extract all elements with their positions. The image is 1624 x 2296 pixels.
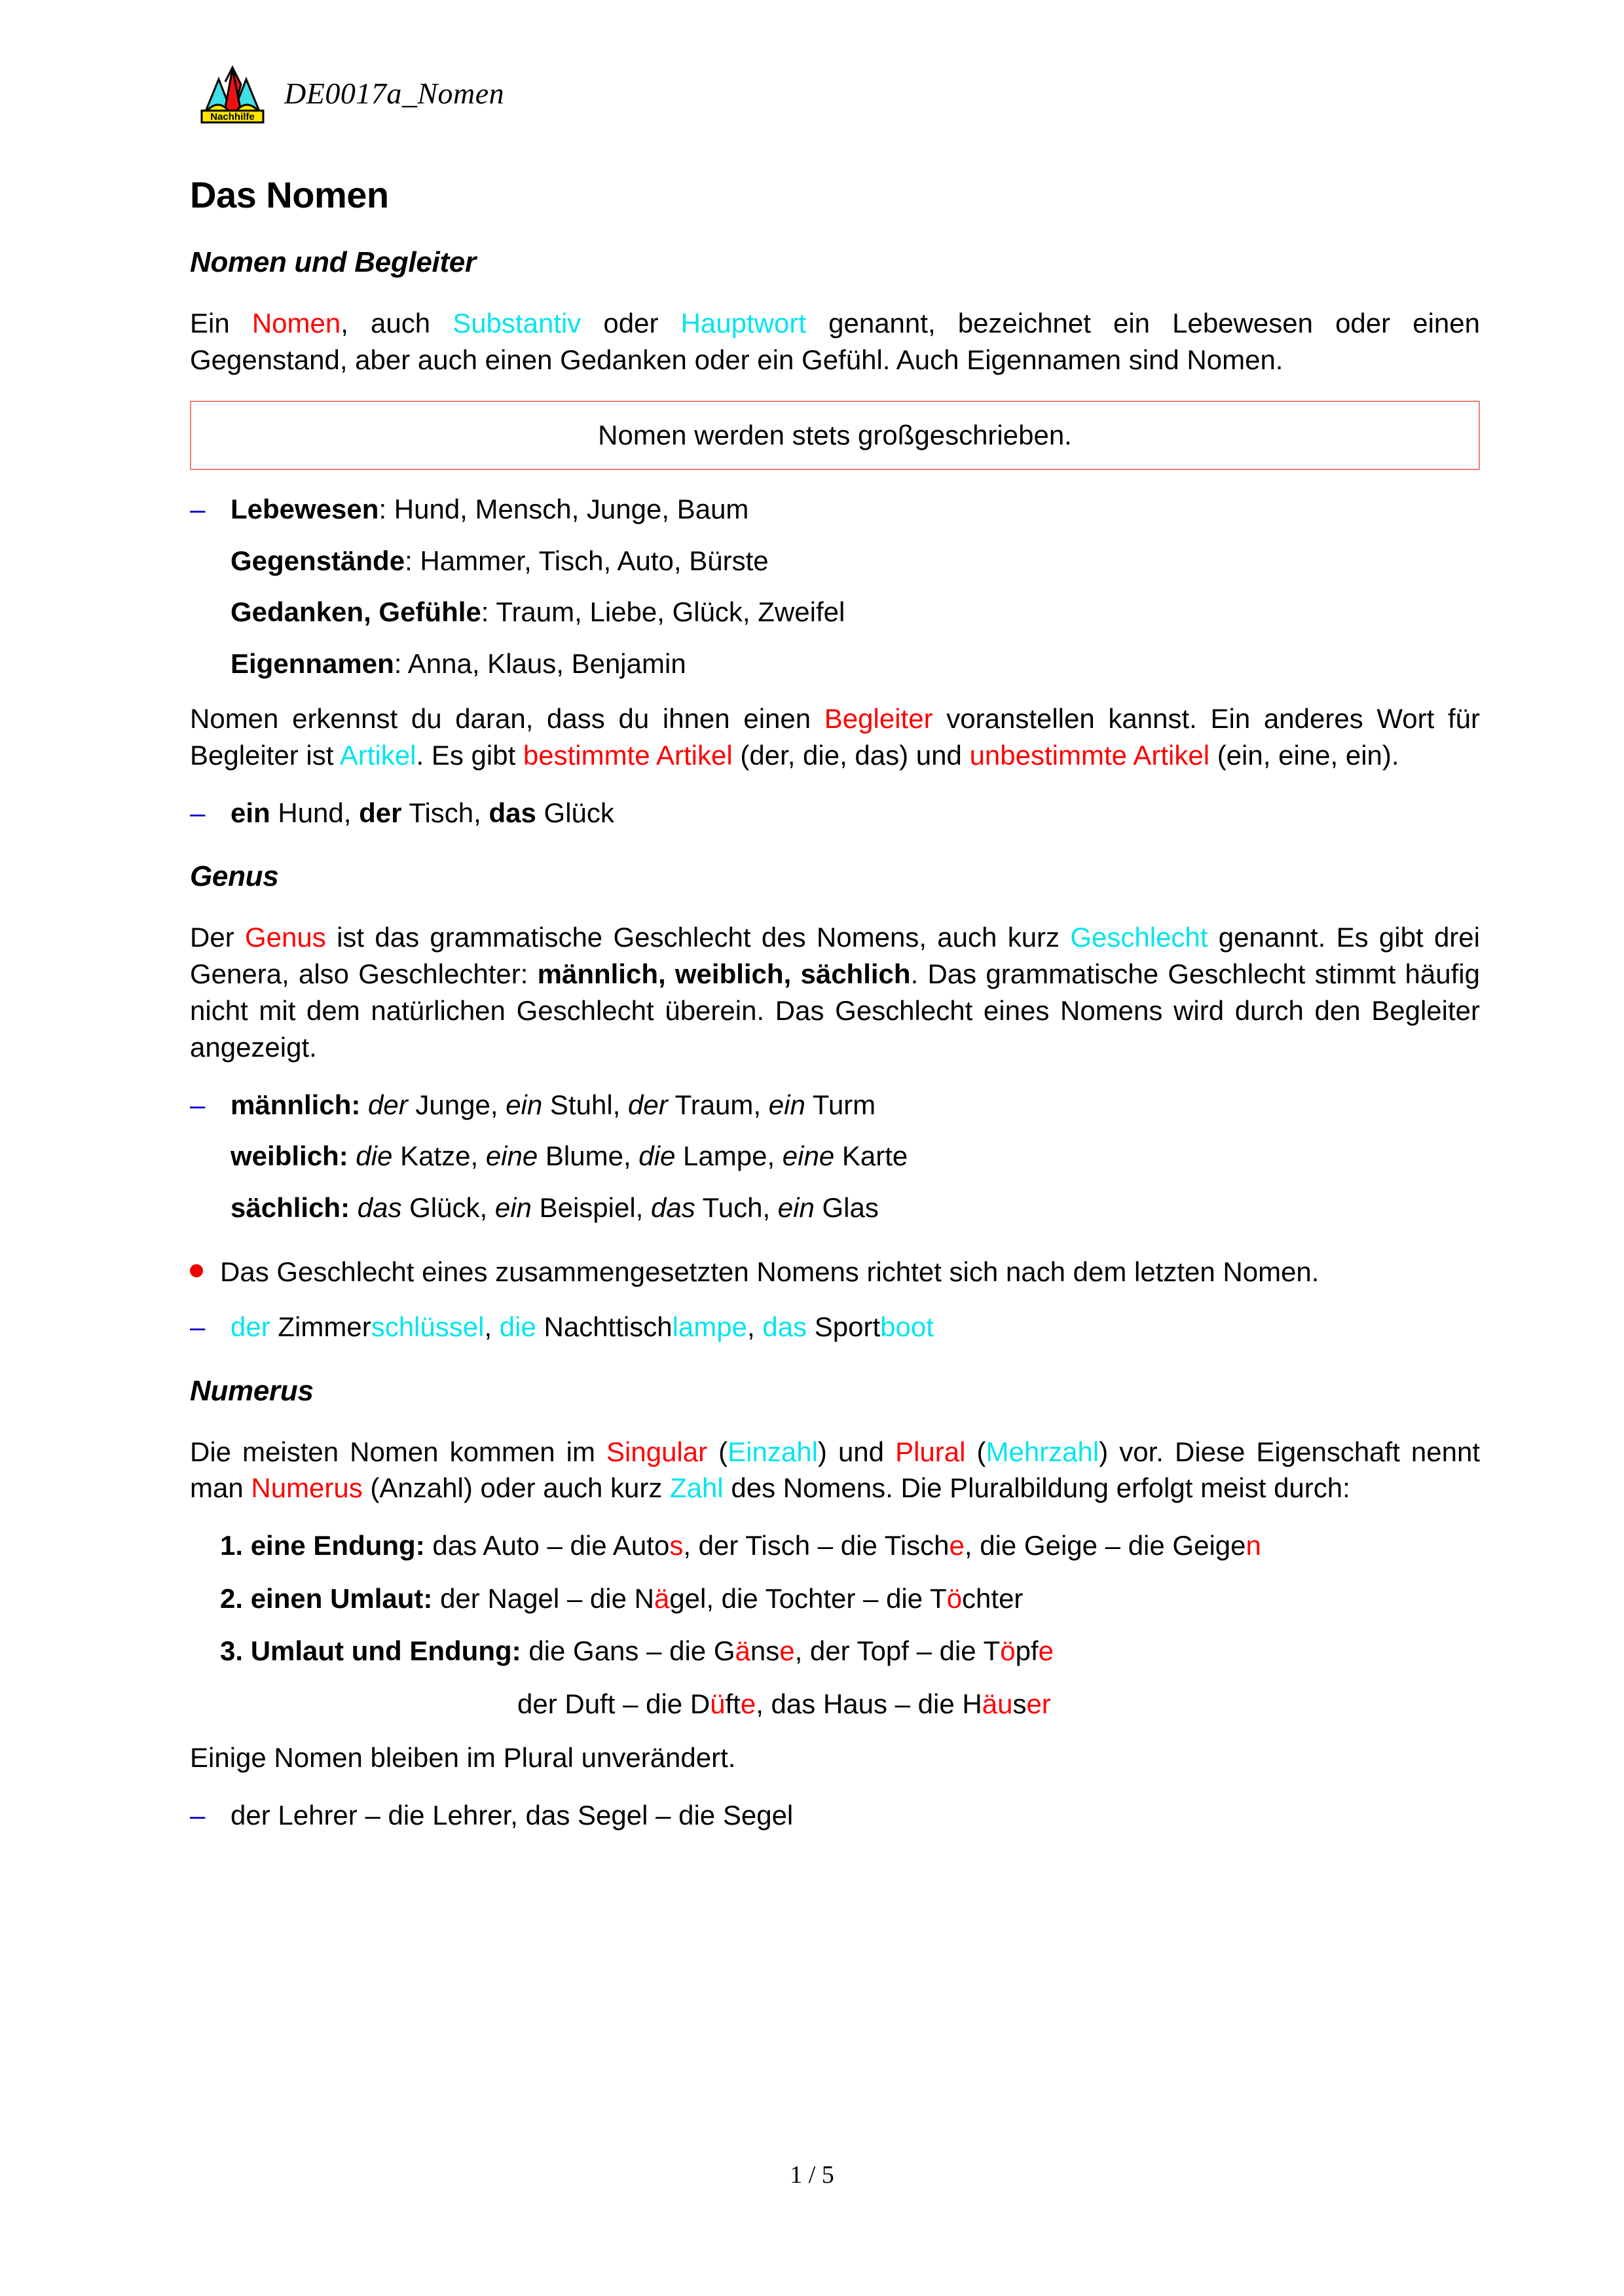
article-word: ein	[777, 1192, 815, 1223]
article-example-list	[190, 796, 1480, 831]
article-word: ein	[768, 1089, 805, 1120]
rule-number: 3.	[220, 1635, 251, 1667]
rule-example-highlight: e	[740, 1688, 756, 1719]
term-unbestimmte-artikel: unbestimmte Artikel	[969, 739, 1210, 771]
term-plural: Plural	[895, 1436, 966, 1467]
numerus-text-1: Die meisten Nomen kommen im	[190, 1436, 607, 1467]
list-item-text	[231, 1310, 1480, 1345]
numerus-text-5: ) vor. Diese Eigenschaft nennt man	[190, 1436, 1481, 1504]
dash-bullet-placeholder	[190, 544, 231, 579]
begleiter-text-2: voranstellen kannst. Ein anderes Wort für Begleiter ist	[190, 703, 1480, 771]
dash-bullet-placeholder	[190, 595, 231, 630]
term-genus: Genus	[245, 922, 326, 953]
intro-text-1: Ein	[190, 308, 252, 338]
compound-example-list	[190, 1310, 1480, 1345]
rule-example-highlight: e	[949, 1530, 965, 1561]
noun-word: Tisch,	[401, 797, 489, 828]
compound-second-part: lampe	[672, 1311, 747, 1343]
rule-example-text: s	[1012, 1688, 1027, 1719]
rule-number: 2.	[220, 1582, 251, 1614]
article-word: das	[357, 1192, 402, 1223]
category-value: : Anna, Klaus, Benjamin	[394, 647, 686, 679]
dash-bullet-icon: –	[190, 1800, 206, 1831]
rule-example-highlight: e	[1038, 1635, 1054, 1667]
rule-example-text: der Nagel – die N	[440, 1582, 654, 1614]
section-heading-genus: Genus	[190, 860, 279, 893]
list-item-continuation	[517, 1687, 1480, 1722]
rule-example-text: pf	[1015, 1635, 1039, 1667]
article-word: ein	[231, 797, 270, 828]
numerus-paragraph	[190, 1434, 1480, 1507]
callout-text: Nomen werden stets großgeschrieben.	[598, 419, 1072, 450]
article-word: eine	[782, 1140, 835, 1172]
dash-bullet-icon: –	[190, 494, 206, 525]
article-word: der	[231, 1311, 270, 1343]
noun-word: Blume,	[538, 1140, 639, 1172]
term-geschlecht: Geschlecht	[1070, 922, 1208, 953]
article-word: die	[356, 1140, 393, 1172]
begleiter-text-4: (der, die, das) und	[732, 739, 970, 771]
term-bestimmte-artikel: bestimmte Artikel	[523, 739, 733, 771]
list-item	[190, 647, 1480, 682]
genus-text-2: ist das grammatische Geschlecht des Nomens, auch kurz	[325, 922, 1071, 953]
rule-example-text: das Auto – die Auto	[432, 1530, 670, 1561]
category-label: Gegenstände	[231, 545, 405, 576]
rule-example-text: , das Haus – die H	[756, 1688, 982, 1719]
numerus-text-3: ) und	[817, 1436, 896, 1467]
numerus-text-6: (Anzahl) oder auch kurz	[362, 1472, 670, 1504]
category-label: Lebewesen	[231, 494, 379, 525]
list-item	[220, 1529, 1480, 1563]
noun-word: Junge,	[407, 1089, 506, 1120]
noun-word: Hund,	[270, 797, 360, 828]
rule-example-text: ft	[725, 1688, 741, 1719]
intro-paragraph	[190, 305, 1480, 378]
rule-colon: :	[511, 1635, 529, 1667]
list-item-text	[231, 647, 1480, 682]
list-item-text	[231, 1191, 1480, 1226]
gender-label: sächlich:	[231, 1192, 358, 1223]
rule-example-text: , der Topf – die T	[794, 1635, 1001, 1667]
rule-example-text: , der Tisch – die Tisch	[683, 1530, 950, 1561]
document-content	[190, 173, 1480, 1853]
list-item	[220, 1634, 1480, 1669]
rule-colon: :	[415, 1530, 433, 1561]
genus-text-3: genannt. Es gibt drei Genera, also Geschlechter:	[190, 922, 1480, 990]
rule-example-highlight: äu	[982, 1688, 1013, 1719]
dash-bullet-placeholder	[190, 1139, 231, 1174]
noun-word: Glas	[814, 1192, 879, 1223]
dash-bullet-icon: –	[190, 797, 206, 828]
intro-text-3: oder	[581, 308, 681, 338]
genus-text-1: Der	[190, 922, 245, 953]
rule-example-highlight: ä	[654, 1582, 670, 1614]
article-word: eine	[485, 1140, 538, 1172]
plural-rules-list	[190, 1529, 1480, 1721]
unchanged-plural-paragraph: Einige Nomen bleiben im Plural unverändert.	[190, 1742, 736, 1774]
page-footer	[0, 2160, 1624, 2189]
rule-colon: :	[423, 1582, 441, 1614]
article-word: ein	[494, 1192, 532, 1223]
noun-word: Stuhl,	[542, 1089, 628, 1120]
intro-text-2: , auch	[341, 308, 453, 338]
unchanged-plural-example-list	[190, 1798, 1480, 1833]
genus-paragraph	[190, 919, 1480, 1065]
begleiter-text-1: Nomen erkennst du daran, dass du ihnen einen	[190, 703, 824, 735]
page-title: Das Nomen	[190, 174, 389, 215]
genus-text-4: . Das grammatische Geschlecht stimmt häufig nicht mit dem natürlichen Geschlecht überein. Das Geschlecht eines Nomens wird durch den Begleiter angezeigt.	[190, 958, 1480, 1063]
rule-example-highlight: ö	[1000, 1635, 1016, 1667]
list-item	[190, 1798, 1480, 1833]
rule-example-text: der Duft – die D	[517, 1688, 710, 1719]
callout-box	[190, 401, 1480, 470]
term-numerus: Numerus	[251, 1472, 363, 1504]
category-value: : Traum, Liebe, Glück, Zweifel	[481, 596, 845, 628]
category-label: Eigennamen	[231, 647, 394, 679]
gender-example-list	[190, 1088, 1480, 1226]
term-mehrzahl: Mehrzahl	[986, 1436, 1099, 1467]
article-word: der	[368, 1089, 408, 1120]
noun-word: Katze,	[392, 1140, 486, 1172]
article-word: ein	[506, 1089, 543, 1120]
term-hauptwort: Hauptwort	[680, 308, 807, 338]
rule-example-highlight: e	[779, 1635, 795, 1667]
intro-text-4: genannt, bezeichnet ein Lebewesen oder einen Gegenstand, aber auch einen Gedanken oder ein Gefühl. Auch Eigennamen sind Nomen.	[190, 308, 1480, 375]
compound-second-part: schlüssel	[371, 1311, 485, 1343]
list-item	[190, 1310, 1480, 1345]
list-item-text	[231, 492, 1480, 527]
noun-word: Karte	[834, 1140, 908, 1172]
term-nomen: Nomen	[251, 308, 341, 338]
rule-number: 1.	[220, 1530, 251, 1561]
noun-word: Turm	[805, 1089, 876, 1120]
list-item-text	[231, 544, 1480, 579]
gender-label: männlich:	[231, 1089, 369, 1120]
term-artikel: Artikel	[339, 739, 416, 771]
compound-first-part: Nachttisch	[536, 1311, 673, 1343]
rule-example-text: chter	[962, 1582, 1024, 1614]
article-word: der	[628, 1089, 668, 1120]
rule-example-highlight: er	[1026, 1688, 1051, 1719]
list-item	[190, 796, 1480, 831]
noun-word: Glück,	[401, 1192, 495, 1223]
numerus-text-7: des Nomens. Die Pluralbildung erfolgt meist durch:	[723, 1472, 1350, 1504]
list-item	[220, 1582, 1480, 1616]
list-item	[190, 492, 1480, 527]
section-heading-nomen-und-begleiter: Nomen und Begleiter	[190, 246, 476, 278]
document-code-label: DE0017a_Nomen	[284, 77, 505, 110]
rule-example-highlight: ö	[946, 1582, 963, 1614]
category-value: : Hund, Mensch, Junge, Baum	[378, 494, 749, 525]
article-word: der	[359, 797, 402, 828]
rule-example-highlight: s	[669, 1530, 684, 1561]
gender-label: weiblich:	[231, 1140, 356, 1172]
term-begleiter: Begleiter	[824, 703, 933, 735]
nachhilfe-logo-icon	[196, 62, 268, 124]
red-bullet-icon	[190, 1254, 220, 1277]
article-word: das	[651, 1192, 695, 1223]
rule-text: Das Geschlecht eines zusammengesetzten Nomens richtet sich nach dem letzten Nomen.	[220, 1256, 1320, 1288]
dash-bullet-icon: –	[190, 1311, 206, 1343]
dash-bullet-placeholder	[190, 647, 231, 682]
separator: ,	[484, 1311, 500, 1343]
numerus-text-2: (	[707, 1436, 728, 1467]
rule-callout-compound	[190, 1254, 1480, 1290]
list-item-text	[231, 1139, 1480, 1174]
term-genders: männlich, weiblich, sächlich	[537, 958, 911, 990]
rule-example-text: gel, die Tochter – die T	[669, 1582, 947, 1614]
rule-example-text: , die Geige – die Geige	[964, 1530, 1246, 1561]
list-item-text	[231, 796, 1480, 831]
rule-example-text: die Gans – die G	[528, 1635, 735, 1667]
noun-word: Lampe,	[675, 1140, 783, 1172]
term-zahl: Zahl	[669, 1472, 724, 1504]
list-item-text	[231, 595, 1480, 630]
term-singular: Singular	[606, 1436, 708, 1467]
article-word: die	[638, 1140, 676, 1172]
rule-example-highlight: ü	[710, 1688, 726, 1719]
rule-example-highlight: ä	[735, 1635, 750, 1667]
dash-bullet-icon: –	[190, 1089, 206, 1120]
list-item-text: der Lehrer – die Lehrer, das Segel – die Segel	[231, 1800, 794, 1831]
noun-word: Tuch,	[695, 1192, 778, 1223]
rule-example-text: ns	[750, 1635, 780, 1667]
list-item	[190, 595, 1480, 630]
noun-word: Traum,	[667, 1089, 769, 1120]
article-word: das	[489, 797, 536, 828]
rule-label: einen Umlaut	[250, 1582, 424, 1614]
page-number: 1 / 5	[790, 2161, 834, 2189]
noun-word: Beispiel,	[531, 1192, 651, 1223]
begleiter-paragraph	[190, 701, 1480, 774]
begleiter-text-5: (ein, eine, ein).	[1209, 739, 1399, 771]
nomen-category-list	[190, 492, 1480, 681]
noun-word: Glück	[536, 797, 614, 828]
rule-example-highlight: n	[1246, 1530, 1261, 1561]
section-heading-numerus: Numerus	[190, 1374, 314, 1407]
term-einzahl: Einzahl	[728, 1436, 818, 1467]
rule-label: eine Endung	[250, 1530, 416, 1561]
page-header	[196, 62, 504, 124]
list-item	[190, 1088, 1480, 1123]
compound-first-part: Sport	[807, 1311, 881, 1343]
list-item	[190, 1191, 1480, 1226]
compound-second-part: boot	[880, 1311, 934, 1343]
list-item-text	[231, 1088, 1480, 1123]
article-word: das	[762, 1311, 807, 1343]
dash-bullet-placeholder	[190, 1191, 231, 1226]
category-label: Gedanken, Gefühle	[231, 596, 481, 628]
rule-label: Umlaut und Endung	[250, 1635, 512, 1667]
svg-text:Nachhilfe: Nachhilfe	[210, 111, 255, 122]
begleiter-text-3: . Es gibt	[416, 739, 523, 771]
term-substantiv: Substantiv	[452, 308, 581, 338]
category-value: : Hammer, Tisch, Auto, Bürste	[405, 545, 769, 576]
numerus-text-4: (	[965, 1436, 986, 1467]
separator: ,	[747, 1311, 763, 1343]
list-item	[190, 544, 1480, 579]
compound-first-part: Zimmer	[270, 1311, 371, 1343]
list-item	[190, 1139, 1480, 1174]
article-word: die	[499, 1311, 536, 1343]
